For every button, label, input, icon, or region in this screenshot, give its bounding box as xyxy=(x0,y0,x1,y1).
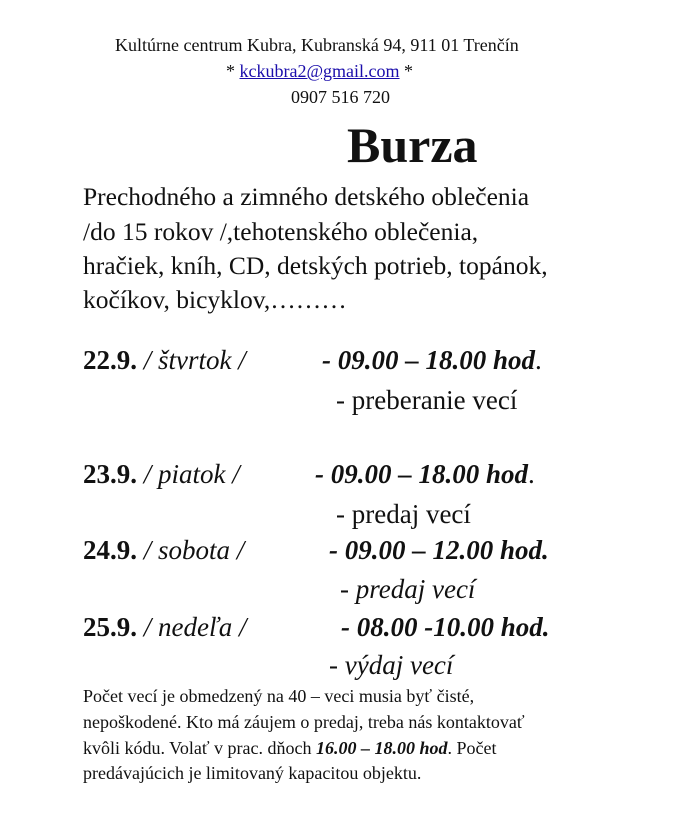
page-title: Burza xyxy=(347,117,478,173)
schedule-day: / nedeľa / xyxy=(137,612,247,642)
schedule-date-row xyxy=(83,612,247,643)
schedule-time xyxy=(341,612,550,643)
schedule-date-row xyxy=(83,535,244,566)
schedule-date-row xyxy=(83,459,240,490)
schedule-date: 22.9. xyxy=(83,345,137,375)
schedule-time-text: - 08.00 -10.00 hod. xyxy=(341,612,550,642)
schedule-day: / štvrtok / xyxy=(137,345,246,375)
schedule-activity: - predaj vecí xyxy=(340,574,476,604)
phone: 0907 516 720 xyxy=(291,87,390,107)
description-line: kočíkov, bicyklov,……… xyxy=(83,285,347,314)
schedule-activity: - predaj vecí xyxy=(336,499,471,529)
schedule-time-end: . xyxy=(528,459,535,489)
schedule-day: / piatok / xyxy=(137,459,240,489)
schedule-time-text: - 09.00 – 18.00 hod xyxy=(315,459,529,489)
schedule-date: 24.9. xyxy=(83,535,137,565)
email-prefix: * xyxy=(226,61,240,81)
schedule-activity: - preberanie vecí xyxy=(336,385,518,415)
schedule-date: 23.9. xyxy=(83,459,137,489)
email-line xyxy=(226,61,413,82)
email-link[interactable]: kckubra2@gmail.com xyxy=(239,61,400,81)
schedule-date-row xyxy=(83,345,246,376)
footer-line: Počet vecí je obmedzený na 40 – veci musia byť čisté, xyxy=(83,686,475,706)
schedule-time xyxy=(322,345,542,376)
schedule-time-end: . xyxy=(535,345,542,375)
description-line: Prechodného a zimného detského oblečenia xyxy=(83,182,530,211)
description-line: hračiek, kníh, CD, detských potrieb, topánok, xyxy=(83,251,548,280)
schedule-time-text: - 09.00 – 12.00 hod. xyxy=(329,535,549,565)
schedule-day: / sobota / xyxy=(137,535,245,565)
description-line: /do 15 rokov /,tehotenského oblečenia, xyxy=(83,217,479,246)
footer-hours: 16.00 – 18.00 hod xyxy=(316,738,448,758)
footer-line xyxy=(83,738,497,759)
schedule-date: 25.9. xyxy=(83,612,137,642)
schedule-time xyxy=(329,535,549,566)
schedule-time xyxy=(315,459,535,490)
footer-text: kvôli kódu. Volať v prac. dňoch xyxy=(83,738,316,758)
schedule-time-text: - 09.00 – 18.00 hod xyxy=(322,345,536,375)
email-suffix: * xyxy=(399,61,414,81)
footer-line: predávajúcich je limitovaný kapacitou objektu. xyxy=(83,763,422,783)
footer-line: nepoškodené. Kto má záujem o predaj, treba nás kontaktovať xyxy=(83,712,525,732)
address: Kultúrne centrum Kubra, Kubranská 94, 911 01 Trenčín xyxy=(115,35,519,55)
schedule-activity: - výdaj vecí xyxy=(329,650,454,680)
footer-text: . Počet xyxy=(447,738,497,758)
